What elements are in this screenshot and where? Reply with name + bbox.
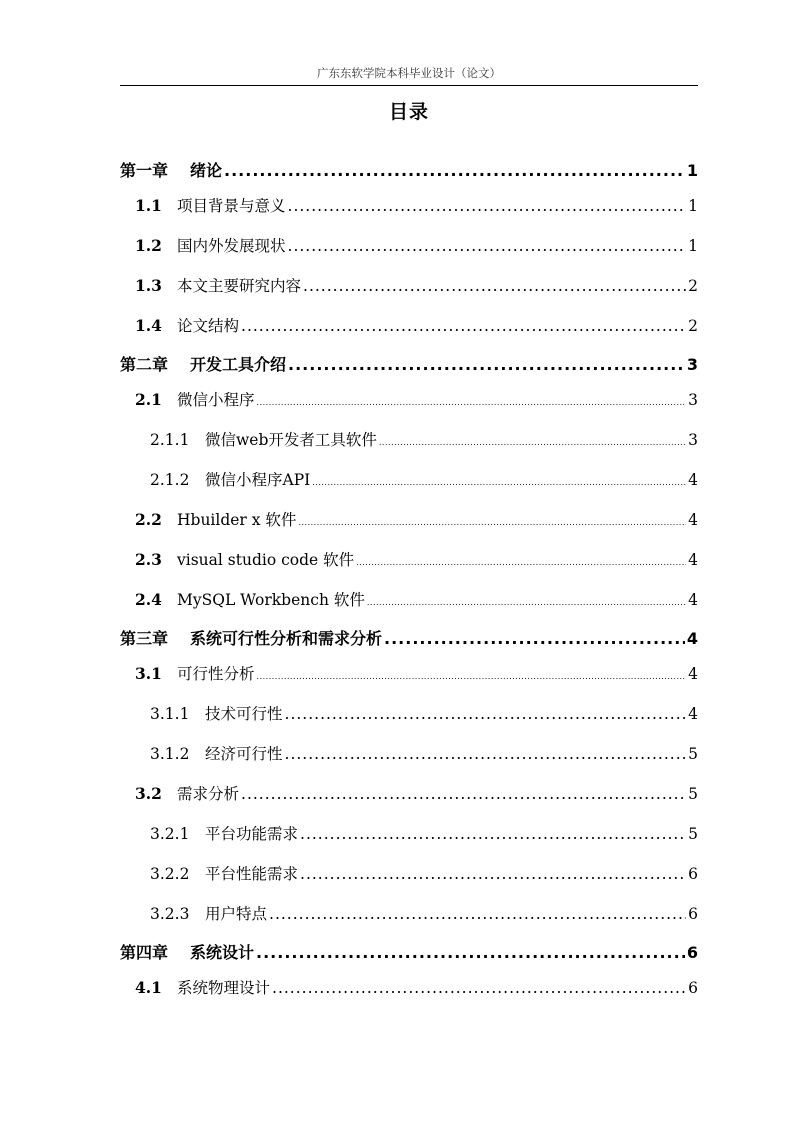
- toc-entry-chapter-4[interactable]: [120, 940, 698, 963]
- toc-leader: [384, 629, 685, 648]
- toc-entry-number: 第二章: [120, 355, 169, 374]
- toc-entry-number: 1.4: [135, 316, 162, 335]
- toc-entry-label: 经济可行性: [205, 745, 283, 763]
- toc-entry-page: 4: [688, 551, 698, 569]
- toc-entry-number: 2.3: [135, 550, 162, 569]
- toc-entry-label: 平台性能需求: [205, 865, 299, 883]
- toc-entry-2-1[interactable]: [135, 388, 698, 410]
- toc-leader: [356, 558, 686, 567]
- toc-entry-page: 3: [688, 431, 698, 449]
- toc-entry-page: 1: [686, 161, 698, 180]
- toc-entry-page: 1: [688, 197, 698, 215]
- toc-entry-label: 本文主要研究内容: [177, 277, 302, 295]
- toc-entry-number: 第三章: [120, 629, 169, 648]
- toc-entry-number: 2.1.2: [150, 471, 190, 489]
- toc-entry-label: visual studio code 软件: [177, 551, 355, 569]
- toc-entry-number: 第一章: [120, 161, 169, 180]
- toc-entry-label: 系统可行性分析和需求分析: [190, 629, 383, 648]
- toc-entry-page: 3: [686, 355, 698, 374]
- toc-entry-page: 4: [688, 665, 698, 683]
- toc-entry-number: 1.1: [135, 196, 162, 215]
- toc-leader: [379, 438, 686, 447]
- toc-entry-number: 2.1: [135, 390, 162, 409]
- toc-leader: [285, 705, 687, 723]
- toc-entry-page: 2: [688, 277, 698, 295]
- toc-entry-label: 平台功能需求: [205, 825, 299, 843]
- toc-leader: [241, 785, 686, 803]
- toc-entry-number: 3.2: [135, 784, 162, 803]
- toc-leader: [285, 745, 687, 763]
- toc-entry-3-1[interactable]: [135, 662, 698, 684]
- toc-entry-page: 6: [688, 865, 698, 883]
- toc-leader: [303, 277, 686, 295]
- toc-entry-number: 1.3: [135, 276, 162, 295]
- running-header: 广东东软学院本科毕业设计（论文）: [317, 66, 501, 80]
- toc-entry-number: 3.1.1: [150, 705, 190, 723]
- toc-entry-chapter-1[interactable]: [120, 158, 698, 181]
- toc-entry-number: 2.4: [135, 590, 162, 609]
- toc-entry-label: MySQL Workbench 软件: [177, 591, 365, 609]
- toc-entry-page: 4: [688, 705, 698, 723]
- toc-leader: [298, 518, 686, 527]
- toc-entry-page: 4: [688, 591, 698, 609]
- toc-entry-label: 用户特点: [205, 905, 268, 923]
- toc-entry-3-2-3[interactable]: [150, 902, 698, 924]
- toc-entry-page: 4: [688, 471, 698, 489]
- toc-leader: [312, 478, 686, 487]
- toc-title: 目录: [388, 101, 429, 123]
- toc-entry-page: 6: [688, 979, 698, 997]
- toc-entry-number: 2.1.1: [150, 431, 190, 449]
- toc-entry-page: 5: [688, 825, 698, 843]
- toc-entry-page: 6: [686, 943, 698, 962]
- toc-entry-label: 可行性分析: [177, 665, 255, 683]
- toc-entry-number: 第四章: [120, 943, 169, 962]
- toc-entry-number: 2.2: [135, 510, 162, 529]
- toc-entry-page: 1: [688, 237, 698, 255]
- toc-entry-page: 3: [688, 391, 698, 409]
- toc-entry-label: 技术可行性: [205, 705, 283, 723]
- toc-entry-3-1-1[interactable]: [150, 702, 698, 724]
- toc-leader: [241, 317, 686, 335]
- toc-entry-1-1[interactable]: [135, 194, 698, 216]
- toc-entry-number: 3.1.2: [150, 745, 190, 763]
- toc-leader: [269, 905, 686, 923]
- toc-entry-1-4[interactable]: [135, 314, 698, 336]
- toc-entry-number: 3.2.3: [150, 905, 190, 923]
- toc-entry-page: 2: [688, 317, 698, 335]
- toc-leader: [288, 197, 687, 215]
- toc-entry-label: 需求分析: [177, 785, 240, 803]
- toc-entry-1-3[interactable]: [135, 274, 698, 296]
- toc-leader: [257, 398, 687, 407]
- toc-entry-label: 微信小程序: [177, 391, 255, 409]
- toc-entry-page: 6: [688, 905, 698, 923]
- toc-entry-page: 4: [686, 629, 698, 648]
- toc-entry-number: 3.2.1: [150, 825, 190, 843]
- toc-entry-3-1-2[interactable]: [150, 742, 698, 764]
- toc-leader: [300, 825, 686, 843]
- toc-entry-label: 微信小程序API: [205, 471, 311, 489]
- toc-entry-page: 5: [688, 785, 698, 803]
- toc-leader: [300, 865, 686, 883]
- toc-entry-number: 3.1: [135, 664, 162, 683]
- toc-entry-2-1-2[interactable]: [150, 468, 698, 490]
- toc-entry-number: 4.1: [135, 978, 162, 997]
- toc-entry-label: 系统设计: [190, 943, 255, 962]
- toc-entry-2-2[interactable]: [135, 508, 698, 530]
- toc-leader: [256, 943, 685, 962]
- toc-leader: [272, 979, 686, 997]
- toc-entry-label: Hbuilder x 软件: [177, 511, 297, 529]
- toc-leader: [288, 355, 685, 374]
- toc-entry-page: 4: [688, 511, 698, 529]
- toc-entry-1-2[interactable]: [135, 234, 698, 256]
- toc-entry-number: 1.2: [135, 236, 162, 255]
- toc-entry-4-1[interactable]: [135, 976, 698, 998]
- toc-entry-3-2-2[interactable]: [150, 862, 698, 884]
- toc-entry-chapter-2[interactable]: [120, 352, 698, 375]
- toc-entry-3-2-1[interactable]: [150, 822, 698, 844]
- toc-entry-number: 3.2.2: [150, 865, 190, 883]
- toc-entry-label: 国内外发展现状: [177, 237, 286, 255]
- toc-leader: [367, 598, 686, 607]
- toc-entry-2-4[interactable]: [135, 588, 698, 610]
- toc-leader: [224, 161, 685, 180]
- toc-entry-label: 开发工具介绍: [190, 355, 287, 374]
- toc-entry-2-1-1[interactable]: [150, 428, 698, 450]
- toc-entry-label: 项目背景与意义: [177, 197, 286, 215]
- toc-entry-2-3[interactable]: [135, 548, 698, 570]
- toc-entry-label: 绪论: [190, 161, 223, 180]
- toc-leader: [257, 672, 687, 681]
- toc-entry-label: 系统物理设计: [177, 979, 271, 997]
- toc-entry-label: 论文结构: [177, 317, 240, 335]
- toc-entry-label: 微信web开发者工具软件: [205, 431, 377, 449]
- toc-leader: [288, 237, 687, 255]
- toc-entry-3-2[interactable]: [135, 782, 698, 804]
- toc-entry-chapter-3[interactable]: [120, 626, 698, 649]
- toc-entry-page: 5: [688, 745, 698, 763]
